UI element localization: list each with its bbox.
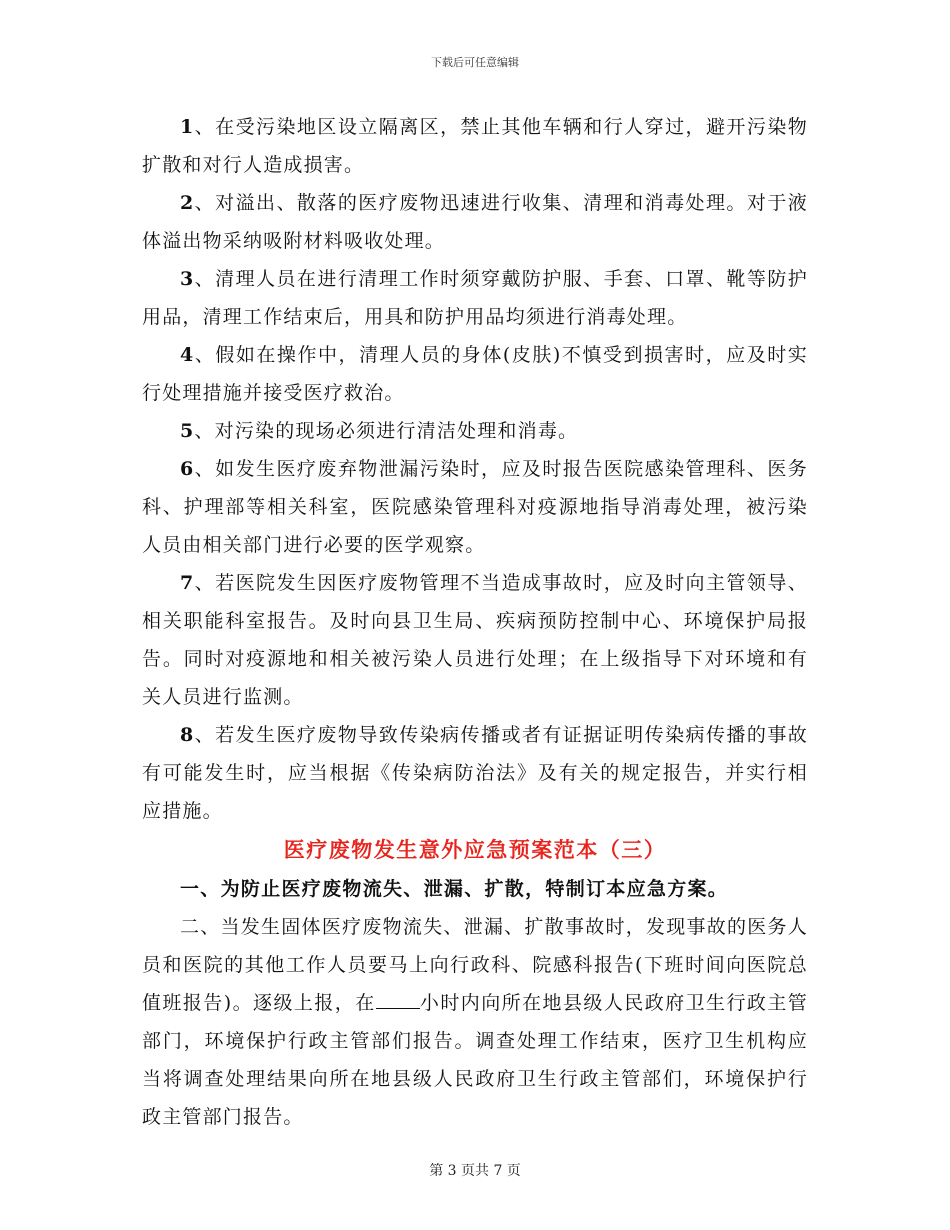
list-item-1 xyxy=(142,108,808,184)
item-number: 1 xyxy=(180,116,195,138)
list-item-8 xyxy=(142,716,808,830)
item-text: 、清理人员在进行清理工作时须穿戴防护服、手套、口罩、靴等防护用品，清理工作结束后，用具和防护用品均须进行消毒处理。 xyxy=(142,268,808,328)
header-note: 下载后可任意编辑 xyxy=(431,56,519,69)
list-item-6 xyxy=(142,450,808,564)
list-item-7 xyxy=(142,564,808,716)
paragraph-text-before-blank: 二、当发生固体医疗废物流失、泄漏、扩散事故时，发现事故的医务人员和医院的其他工作人员要马上向行政科、院感科报告(下班时间向医院总值班报告)。逐级上报，在 xyxy=(142,916,808,1014)
item-number: 2 xyxy=(180,192,195,214)
item-text: 、对溢出、散落的医疗废物迅速进行收集、清理和消毒处理。对于液体溢出物采纳吸附材料吸收处理。 xyxy=(142,192,808,252)
section-title: 医疗废物发生意外应急预案范本（三） xyxy=(283,837,667,862)
item-text: 、在受污染地区设立隔离区，禁止其他车辆和行人穿过，避开污染物扩散和对行人造成损害。 xyxy=(142,116,808,176)
item-number: 3 xyxy=(180,268,195,290)
paragraph-text-after-blank: 小时内向所在地县级人民政府卫生行政主管部门，环境保护行政主管部们报告。调查处理工作结束，医疗卫生机构应当将调查处理结果向所在地县级人民政府卫生行政主管部们，环境保护行政主管部门报告。 xyxy=(142,992,808,1128)
document-body xyxy=(142,108,808,1136)
list-item-3 xyxy=(142,260,808,336)
item-number: 5 xyxy=(180,420,195,442)
section-paragraph-1: 一、为防止医疗废物流失、泄漏、扩散，特制订本应急方案。 xyxy=(180,878,729,900)
item-number: 7 xyxy=(180,572,195,594)
page-number: 第 3 页共 7 页 xyxy=(429,1163,521,1179)
item-text: 、若医院发生因医疗废物管理不当造成事故时，应及时向主管领导、相关职能科室报告。及时向县卫生局、疾病预防控制中心、环境保护局报告。同时对疫源地和相关被污染人员进行处理；在上级指导下对环境和有关人员进行监测。 xyxy=(142,572,808,708)
item-text: 、假如在操作中，清理人员的身体(皮肤)不慎受到损害时，应及时实行处理措施并接受医疗救治。 xyxy=(142,344,808,404)
list-item-4 xyxy=(142,336,808,412)
list-item-5 xyxy=(142,412,808,450)
item-number: 4 xyxy=(180,344,195,366)
fill-in-blank xyxy=(376,988,420,1009)
item-number: 8 xyxy=(180,724,195,746)
item-text: 、如发生医疗废弃物泄漏污染时，应及时报告医院感染管理科、医务科、护理部等相关科室，医院感染管理科对疫源地指导消毒处理，被污染人员由相关部门进行必要的医学观察。 xyxy=(142,458,808,556)
item-number: 6 xyxy=(180,458,195,480)
item-text: 、对污染的现场必须进行清洁处理和消毒。 xyxy=(194,420,579,442)
item-text: 、若发生医疗废物导致传染病传播或者有证据证明传染病传播的事故有可能发生时，应当根据《传染病防治法》及有关的规定报告，并实行相应措施。 xyxy=(142,724,808,822)
section-paragraph-2 xyxy=(142,908,808,1136)
list-item-2 xyxy=(142,184,808,260)
